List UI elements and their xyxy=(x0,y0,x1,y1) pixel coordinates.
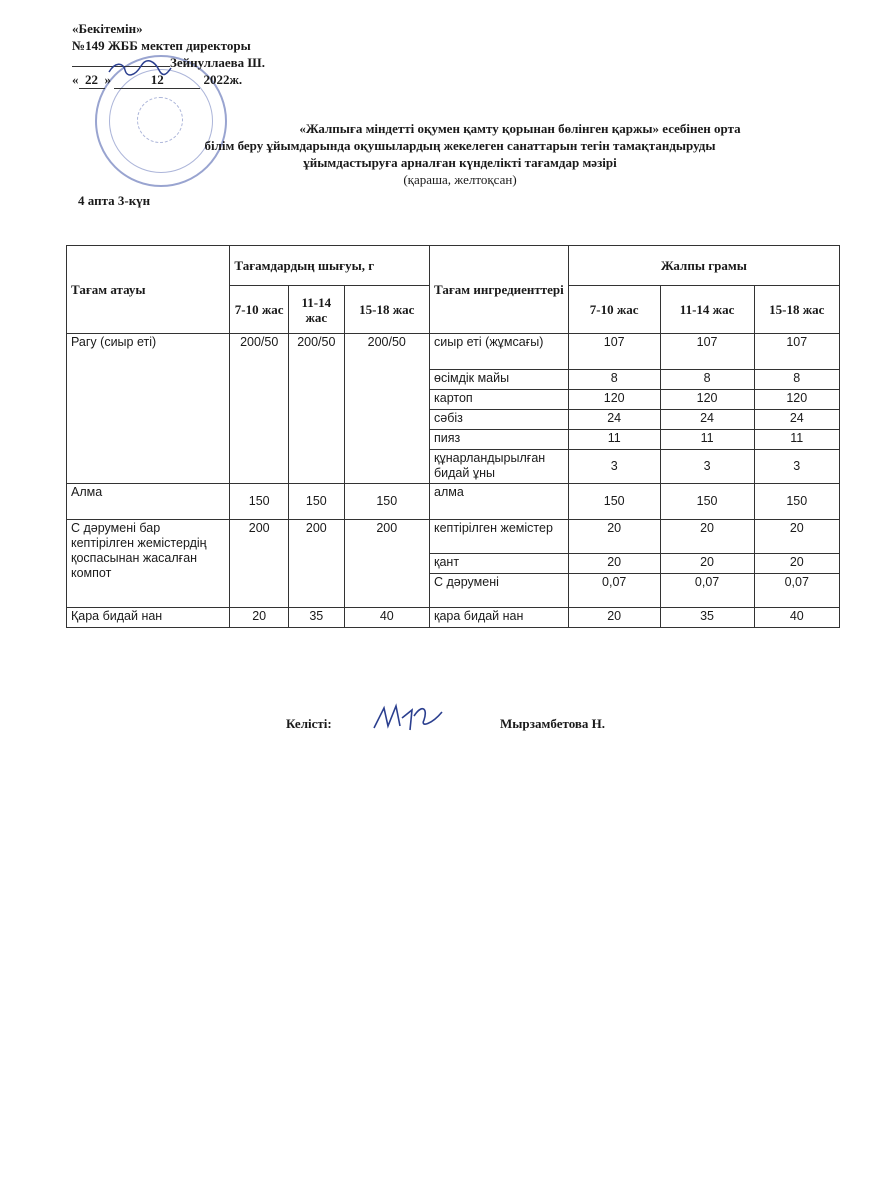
dish-name: С дәрумені бар кептірілген жемістердің қоспасынан жасалған компот xyxy=(67,520,230,608)
ingredient-name: картоп xyxy=(430,390,569,410)
dish-yield-age1: 200/50 xyxy=(230,334,289,484)
dish-yield-age2: 200/50 xyxy=(289,334,345,484)
table-row xyxy=(67,484,840,520)
ingredient-value: 11 xyxy=(754,430,839,450)
ingredient-value: 0,07 xyxy=(568,574,660,608)
dish-yield-age2: 150 xyxy=(289,484,345,520)
agreed-signature xyxy=(368,700,448,736)
dish-name: Рагу (сиыр еті) xyxy=(67,334,230,484)
ingredient-value: 107 xyxy=(754,334,839,370)
ingredient-value: 8 xyxy=(754,370,839,390)
ingredient-value: 3 xyxy=(568,450,660,484)
ingredient-name: пияз xyxy=(430,430,569,450)
ingredient-value: 150 xyxy=(660,484,754,520)
header-yield-age1: 7-10 жас xyxy=(230,286,289,334)
dish-name: Алма xyxy=(67,484,230,520)
ingredient-value: 8 xyxy=(660,370,754,390)
director-signature xyxy=(105,58,175,80)
ingredient-value: 24 xyxy=(568,410,660,430)
dish-yield-age1: 200 xyxy=(230,520,289,608)
ingredient-value: 20 xyxy=(568,520,660,554)
approval-date: « 22 » 12 2022ж. xyxy=(72,72,243,87)
ingredient-value: 8 xyxy=(568,370,660,390)
agreed-label: Келісті: xyxy=(286,716,332,731)
table-row xyxy=(67,520,840,554)
date-day: 22 xyxy=(79,71,105,89)
dish-yield-age3: 150 xyxy=(344,484,429,520)
ingredient-value: 3 xyxy=(660,450,754,484)
dish-yield-age1: 20 xyxy=(230,608,289,628)
ingredient-value: 24 xyxy=(660,410,754,430)
header-ingredients: Тағам ингредиенттері xyxy=(430,246,569,334)
header-dish: Тағам атауы xyxy=(67,246,230,334)
dish-yield-age2: 200 xyxy=(289,520,345,608)
title-period: (қараша, желтоқсан) xyxy=(403,172,517,187)
header-yield-age3: 15-18 жас xyxy=(344,286,429,334)
header-total-age3: 15-18 жас xyxy=(754,286,839,334)
ingredient-value: 20 xyxy=(754,554,839,574)
ingredient-name: алма xyxy=(430,484,569,520)
ingredient-value: 20 xyxy=(660,554,754,574)
ingredient-value: 107 xyxy=(568,334,660,370)
ingredient-name: қант xyxy=(430,554,569,574)
approval-position: №149 ЖББ мектеп директоры xyxy=(72,38,251,53)
dish-yield-age3: 40 xyxy=(344,608,429,628)
ingredient-value: 120 xyxy=(660,390,754,410)
ingredient-value: 150 xyxy=(754,484,839,520)
ingredient-value: 150 xyxy=(568,484,660,520)
header-yield: Тағамдардың шығуы, г xyxy=(230,246,430,286)
dish-yield-age2: 35 xyxy=(289,608,345,628)
ingredient-value: 120 xyxy=(568,390,660,410)
ingredient-name: қара бидай нан xyxy=(430,608,569,628)
ingredient-value: 20 xyxy=(568,608,660,628)
agreed-name: Мырзамбетова Н. xyxy=(500,716,606,731)
header-total: Жалпы грамы xyxy=(568,246,839,286)
director-name: Зейнуллаева Ш. xyxy=(170,55,265,70)
ingredient-name: кептірілген жемістер xyxy=(430,520,569,554)
ingredient-name: сиыр еті (жұмсағы) xyxy=(430,334,569,370)
approval-heading: «Бекітемін» xyxy=(72,21,143,36)
ingredient-value: 120 xyxy=(754,390,839,410)
week-day-label: 4 апта 3-күн xyxy=(78,193,151,208)
header-yield-age2: 11-14 жас xyxy=(289,286,345,334)
table-row xyxy=(67,334,840,370)
ingredient-value: 0,07 xyxy=(660,574,754,608)
dish-yield-age1: 150 xyxy=(230,484,289,520)
document-title xyxy=(100,120,820,188)
ingredient-value: 0,07 xyxy=(754,574,839,608)
ingredient-name: сәбіз xyxy=(430,410,569,430)
ingredient-value: 11 xyxy=(568,430,660,450)
title-line-3: ұйымдастыруға арналған күнделікті тағамдар мәзірі xyxy=(303,155,617,170)
ingredient-name: құнарландырылған бидай ұны xyxy=(430,450,569,484)
header-total-age2: 11-14 жас xyxy=(660,286,754,334)
dish-name: Қара бидай нан xyxy=(67,608,230,628)
menu-table xyxy=(66,245,840,628)
ingredient-value: 24 xyxy=(754,410,839,430)
ingredient-name: өсімдік майы xyxy=(430,370,569,390)
ingredient-value: 107 xyxy=(660,334,754,370)
date-month: 12 xyxy=(114,71,200,89)
ingredient-value: 35 xyxy=(660,608,754,628)
ingredient-value: 40 xyxy=(754,608,839,628)
header-total-age1: 7-10 жас xyxy=(568,286,660,334)
ingredient-name: С дәрумені xyxy=(430,574,569,608)
title-line-1: «Жалпыға міндетті оқумен қамту қорынан бөлінген қаржы» есебінен орта xyxy=(299,121,741,136)
dish-yield-age3: 200 xyxy=(344,520,429,608)
ingredient-value: 20 xyxy=(754,520,839,554)
ingredient-value: 20 xyxy=(660,520,754,554)
title-line-2: білім беру ұйымдарында оқушылардың жекелеген санаттарын тегін тамақтандыруды xyxy=(204,138,716,153)
ingredient-value: 20 xyxy=(568,554,660,574)
ingredient-value: 3 xyxy=(754,450,839,484)
dish-yield-age3: 200/50 xyxy=(344,334,429,484)
table-row xyxy=(67,608,840,628)
date-year: 2022ж. xyxy=(203,72,243,87)
ingredient-value: 11 xyxy=(660,430,754,450)
